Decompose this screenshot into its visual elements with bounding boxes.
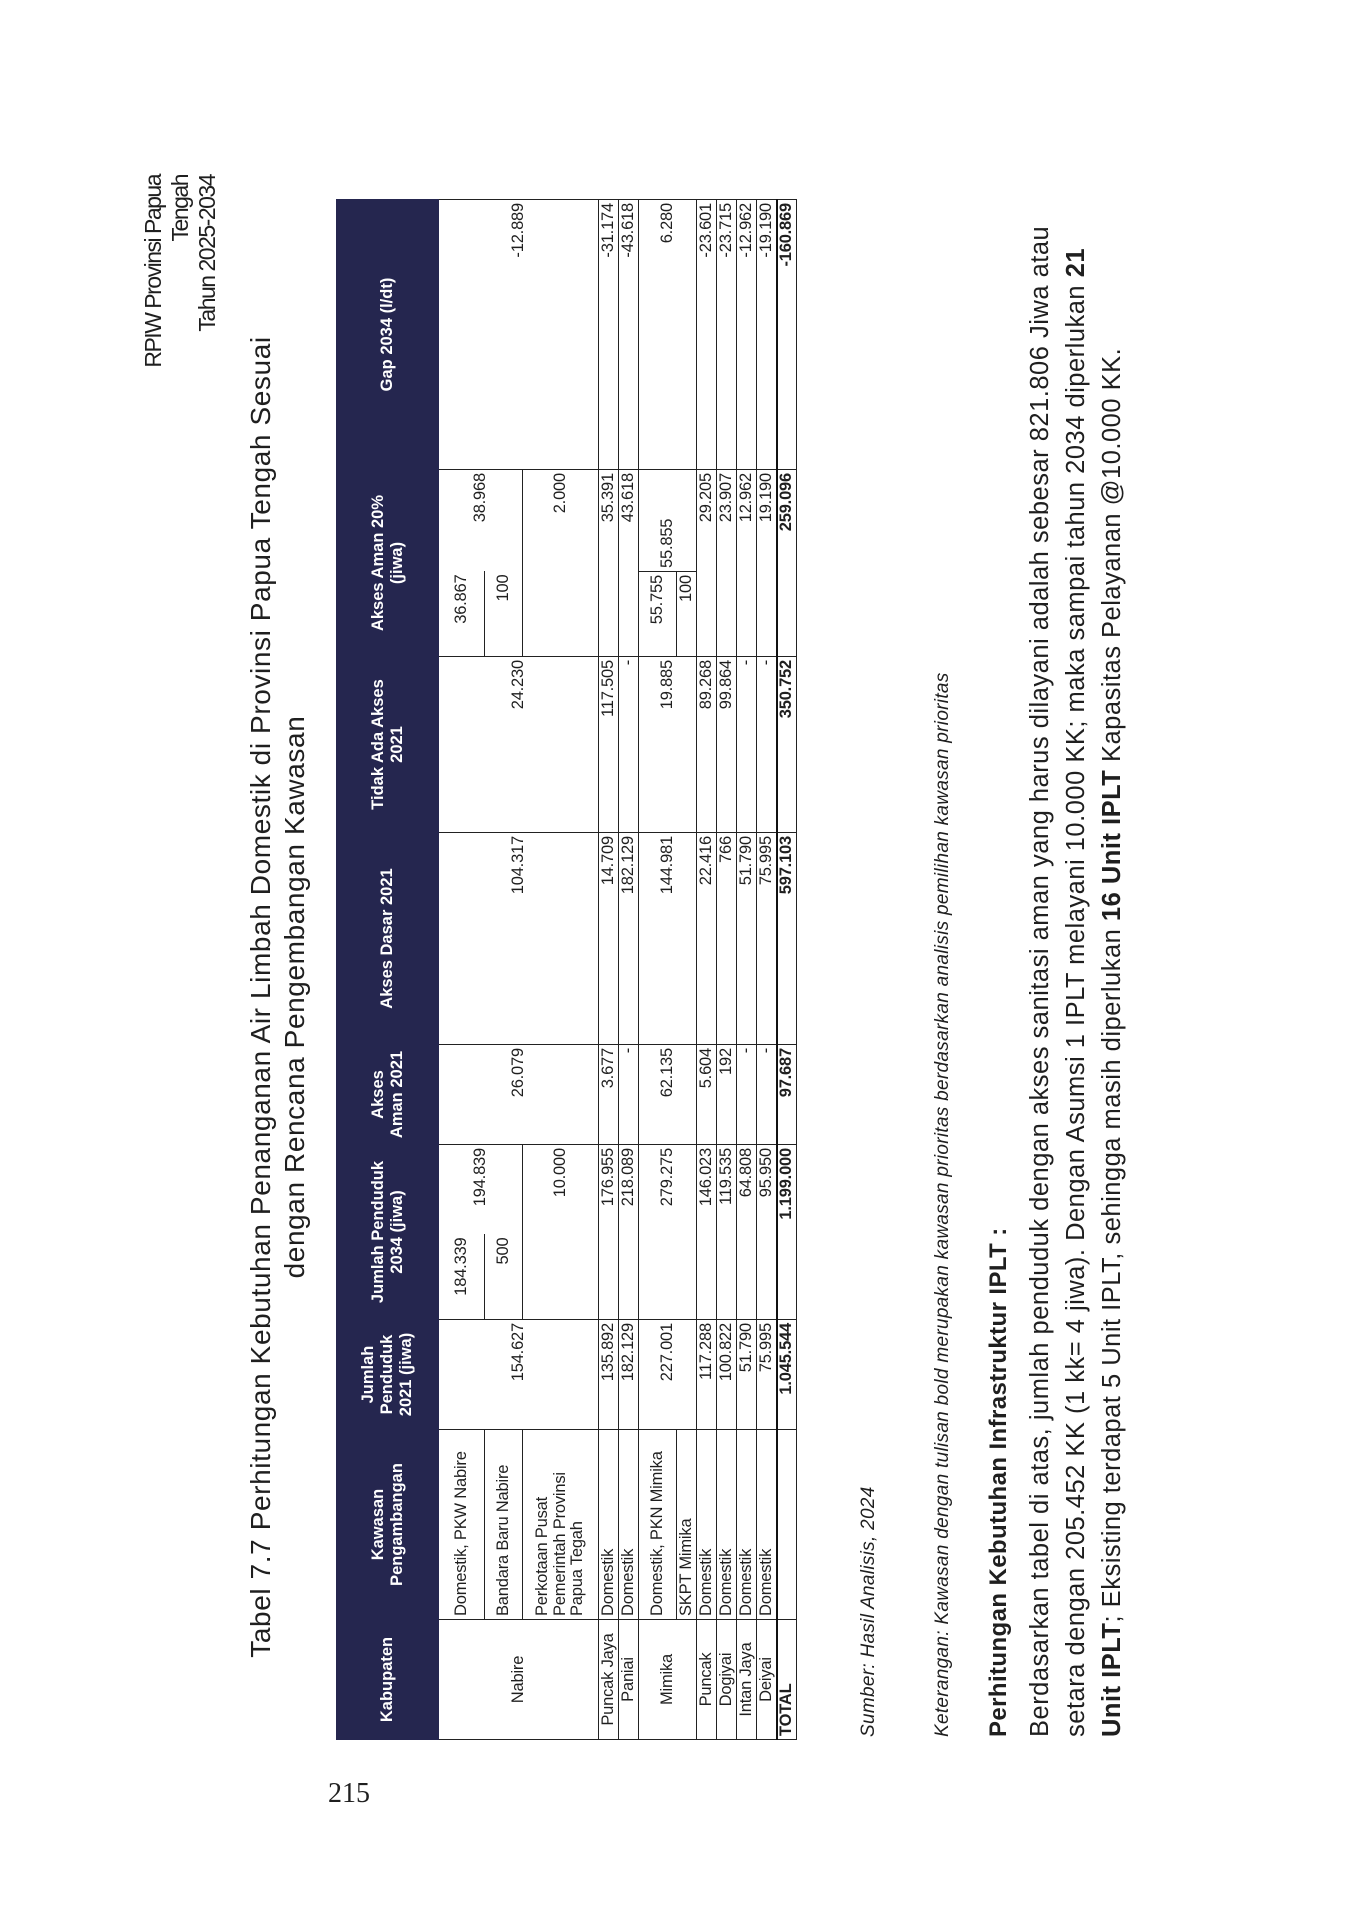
cell-aa20-sub: 100 [485, 572, 523, 657]
cell-jp2034: 64.808 [737, 1145, 757, 1320]
cell-gap: -23.715 [717, 200, 737, 470]
cell-kawasan: Domestik [697, 1430, 717, 1620]
cell-aa20-total: 55.855 [639, 470, 697, 572]
cell-ta2021: 350.752 [777, 657, 797, 833]
paragraph-text: Berdasarkan tabel di atas, jumlah penduduk dengan akses sanitasi aman yang harus dilayani adalah sebesar 821.806 Jiwa atau setara dengan 205.452 KK (1 kk= 4 jiwa). Dengan Asumsi 1 IPLT melayani 10.000 KK; maka sampai tahun 2034 diperlukan [1026, 225, 1090, 1737]
cell-aa2021: 97.687 [777, 1045, 797, 1145]
col-header-ta2021: Tidak Ada Akses 2021 [337, 657, 439, 833]
cell-gap: -19.190 [757, 200, 777, 470]
cell-kawasan: Bandara Baru Nabire [485, 1430, 523, 1620]
cell-kabupaten: Intan Jaya [737, 1620, 757, 1740]
cell-jp2034: 146.023 [697, 1145, 717, 1320]
cell-jp2034: 1.199.000 [777, 1145, 797, 1320]
cell-ad2021: 597.103 [777, 833, 797, 1045]
cell-jp2034: 218.089 [619, 1145, 639, 1320]
page-number: 215 [328, 1778, 370, 1809]
col-header-jp2034: Jumlah Penduduk 2034 (jiwa) [337, 1145, 439, 1320]
cell-ta2021: - [619, 657, 639, 833]
cell-kawasan: Domestik [717, 1430, 737, 1620]
table-row [619, 200, 639, 1740]
cell-kawasan: SKPT Mimika [677, 1430, 697, 1620]
cell-kawasan: Domestik [599, 1430, 619, 1620]
cell-aa2021: 62.135 [639, 1045, 697, 1145]
table-title-line-1: Tabel 7.7 Perhitungan Kebutuhan Penanganan Air Limbah Domestik di Provinsi Papua Tengah Sesuai [245, 336, 276, 1658]
cell-jp2021: 182.129 [619, 1320, 639, 1430]
cell-aa20: 29.205 [697, 470, 717, 657]
cell-ta2021: 117.505 [599, 657, 619, 833]
cell-aa2021: 5.604 [697, 1045, 717, 1145]
col-header-aa20: Akses Aman 20% (jiwa) [337, 470, 439, 657]
cell-gap: -23.601 [697, 200, 717, 470]
cell-jp2021: 154.627 [439, 1320, 599, 1430]
cell-kawasan: Domestik [619, 1430, 639, 1620]
cell-aa2021: 192 [717, 1045, 737, 1145]
header-line-2: Tahun 2025-2034 [194, 175, 220, 332]
table-row [717, 200, 737, 1740]
table-legend-note [932, 672, 954, 1737]
legend-rest: merupakan kawasan prioritas berdasarkan analisis pemilihan kawasan prioritas [932, 672, 953, 1369]
cell-gap: -160.869 [777, 200, 797, 470]
cell-aa2021: - [757, 1045, 777, 1145]
cell-aa20-sub: 36.867 [439, 572, 485, 657]
cell-aa20-sub: 100 [677, 572, 697, 657]
cell-ta2021: - [757, 657, 777, 833]
cell-kabupaten: Deiyai [757, 1620, 777, 1740]
cell-kawasan: Perkotaan Pusat Pemerintah Provinsi Papua Tegah [523, 1430, 599, 1620]
cell-jp2021: 100.822 [717, 1320, 737, 1430]
cell-jp2034: 279.275 [639, 1145, 697, 1320]
cell-jp2034: 119.535 [717, 1145, 737, 1320]
cell-aa20: 23.907 [717, 470, 737, 657]
table-title [244, 199, 312, 1795]
table-total-row [777, 200, 797, 1740]
cell-jp2021: 135.892 [599, 1320, 619, 1430]
wastewater-table [336, 199, 797, 1740]
cell-jp2034-sub: 10.000 [523, 1145, 599, 1320]
cell-ta2021: 99.864 [717, 657, 737, 833]
cell-ta2021: 19.885 [639, 657, 697, 833]
table-row [737, 200, 757, 1740]
cell-ad2021: 144.981 [639, 833, 697, 1045]
cell-gap: -12.889 [439, 200, 599, 470]
cell-jp2034: 176.955 [599, 1145, 619, 1320]
header-line-1: RPIW Provinsi Papua Tengah [140, 175, 193, 368]
cell-ad2021: 182.129 [619, 833, 639, 1045]
cell-ad2021: 51.790 [737, 833, 757, 1045]
cell-ta2021: 89.268 [697, 657, 717, 833]
cell-ad2021: 104.317 [439, 833, 599, 1045]
cell-aa2021: - [737, 1045, 757, 1145]
table-header-row [337, 200, 439, 1740]
col-header-kabupaten: Kabupaten [337, 1620, 439, 1740]
cell-gap: -43.618 [619, 200, 639, 470]
cell-jp2021: 51.790 [737, 1320, 757, 1430]
rotated-page-content [0, 175, 1351, 1795]
cell-gap: -31.174 [599, 200, 619, 470]
cell-ad2021: 75.995 [757, 833, 777, 1045]
cell-aa20: 259.096 [777, 470, 797, 657]
running-header [140, 175, 221, 375]
cell-kabupaten: Puncak Jaya [599, 1620, 619, 1740]
cell-jp2034-sub: 500 [485, 1235, 523, 1320]
cell-jp2034-total: 194.839 [439, 1145, 523, 1235]
cell-aa20: 19.190 [757, 470, 777, 657]
table-row [697, 200, 717, 1740]
legend-bold: Kawasan dengan tulisan bold [932, 1368, 953, 1625]
cell-kabupaten: Paniai [619, 1620, 639, 1740]
paragraph-text: ; Eksisting terdapat 5 Unit IPLT, sehingga masih diperlukan [1098, 921, 1126, 1623]
col-header-ad2021: Akses Dasar 2021 [337, 833, 439, 1045]
table-row [599, 200, 619, 1740]
legend-prefix: Keterangan: [932, 1624, 953, 1737]
cell-aa20: 43.618 [619, 470, 639, 657]
cell-kabupaten: Puncak [697, 1620, 717, 1740]
section-subheading: Perhitungan Kebutuhan Infrastruktur IPLT : [985, 1227, 1012, 1737]
cell-jp2021: 1.045.544 [777, 1320, 797, 1430]
cell-aa20: 12.962 [737, 470, 757, 657]
cell-ad2021: 14.709 [599, 833, 619, 1045]
cell-gap: 6.280 [639, 200, 697, 470]
table-row [757, 200, 777, 1740]
cell-aa2021: 26.079 [439, 1045, 599, 1145]
cell-kawasan: Domestik, PKW Nabire [439, 1430, 485, 1620]
cell-jp2021: 75.995 [757, 1320, 777, 1430]
cell-jp2034: 95.950 [757, 1145, 777, 1320]
cell-ad2021: 766 [717, 833, 737, 1045]
cell-aa20-sub: 55.755 [639, 572, 677, 657]
table-row [639, 200, 677, 1740]
cell-kabupaten: TOTAL [777, 1620, 797, 1740]
cell-ta2021: 24.230 [439, 657, 599, 833]
cell-jp2021: 227.001 [639, 1320, 697, 1430]
cell-kawasan [777, 1430, 797, 1620]
cell-kawasan: Domestik [737, 1430, 757, 1620]
table-title-line-2: dengan Rencana Pengembangan Kawasan [279, 715, 310, 1279]
paragraph-bold: 16 Unit IPLT [1098, 769, 1126, 922]
col-header-kawasan: Kawasan Pengambangan [337, 1430, 439, 1620]
cell-ta2021: - [737, 657, 757, 833]
cell-kabupaten: Dogiyai [717, 1620, 737, 1740]
col-header-gap: Gap 2034 (l/dt) [337, 200, 439, 470]
col-header-jp2021: Jumlah Penduduk 2021 (jiwa) [337, 1320, 439, 1430]
cell-aa20-total: 38.968 [439, 470, 523, 572]
table-row [439, 200, 485, 1740]
table-source-note: Sumber: Hasil Analisis, 2024 [858, 1486, 879, 1737]
cell-aa2021: - [619, 1045, 639, 1145]
cell-aa2021: 3.677 [599, 1045, 619, 1145]
cell-kabupaten: Mimika [639, 1620, 697, 1740]
cell-kawasan: Domestik, PKN Mimika [639, 1430, 677, 1620]
cell-aa20: 35.391 [599, 470, 619, 657]
cell-ad2021: 22.416 [697, 833, 717, 1045]
cell-jp2034-sub: 184.339 [439, 1235, 485, 1320]
col-header-aa2021: Akses Aman 2021 [337, 1045, 439, 1145]
paragraph-text: Kapasitas Pelayanan @10.000 KK. [1098, 347, 1126, 770]
cell-aa20-sub: 2.000 [523, 470, 599, 657]
cell-jp2021: 117.288 [697, 1320, 717, 1430]
cell-gap: -12.962 [737, 200, 757, 470]
paragraph-bold: 21 Unit IPLT [1062, 247, 1126, 1737]
body-paragraph [1022, 207, 1130, 1737]
cell-kabupaten: Nabire [439, 1620, 599, 1740]
cell-kawasan: Domestik [757, 1430, 777, 1620]
